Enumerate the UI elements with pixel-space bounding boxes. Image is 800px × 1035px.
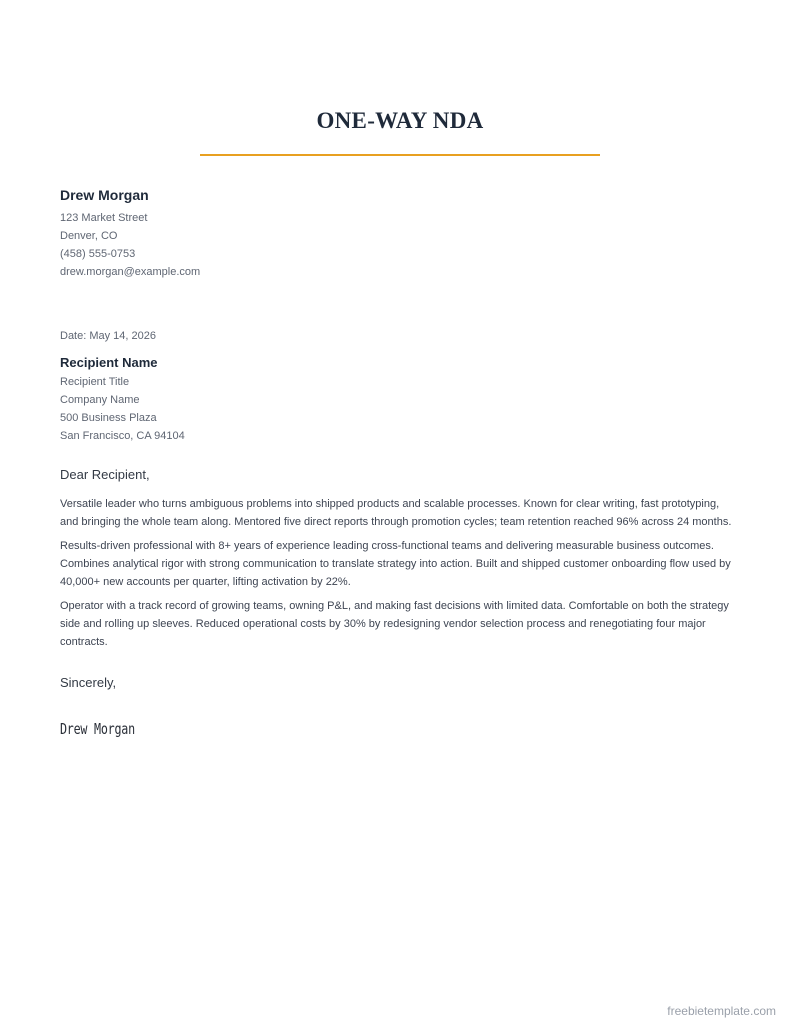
recipient-block xyxy=(60,354,740,445)
closing: Sincerely, xyxy=(60,675,117,690)
recipient-title: Recipient Title xyxy=(60,376,130,388)
sender-city: Denver, CO xyxy=(60,230,118,242)
footer-watermark: freebietemplate.com xyxy=(667,1004,776,1018)
sender-email: drew.morgan@example.com xyxy=(60,266,201,278)
recipient-name: Recipient Name xyxy=(60,355,158,370)
body-paragraph: Operator with a track record of growing teams, owning P&L, and making fast decisions with limited data. Comfortable on both the strategy side and rolling up sleeves. Reduced operational costs by 30% by redesigning vendor selection process and renegotiating four major contracts. xyxy=(60,600,729,648)
recipient-city: San Francisco, CA 94104 xyxy=(60,430,185,442)
salutation: Dear Recipient, xyxy=(60,467,150,482)
body-paragraph: Results-driven professional with 8+ years of experience leading cross-functional teams and delivering measurable business outcomes. Combines analytical rigor with strong communication to translate strategy into action. Built and shipped customer onboarding flow used by 40,000+ new accounts per quarter, lifting activation by 22%. xyxy=(60,540,731,588)
letter-date: Date: May 14, 2026 xyxy=(60,330,157,342)
sender-phone: (458) 555-0753 xyxy=(60,248,136,260)
sender-block xyxy=(60,186,740,281)
body-paragraph: Versatile leader who turns ambiguous problems into shipped products and scalable processes. Known for clear writing, fast prototyping, and bringing the whole team along. Mentored five direct reports through promotion cycles; team retention reached 96% across 24 months. xyxy=(60,498,732,528)
letter-body xyxy=(60,495,740,657)
sender-street: 123 Market Street xyxy=(60,212,148,224)
sender-name: Drew Morgan xyxy=(60,187,149,203)
title-divider xyxy=(200,154,600,156)
recipient-company: Company Name xyxy=(60,394,140,406)
document-title: ONE-WAY NDA xyxy=(316,108,484,133)
signature: Drew Morgan xyxy=(60,720,135,738)
recipient-street: 500 Business Plaza xyxy=(60,412,157,424)
